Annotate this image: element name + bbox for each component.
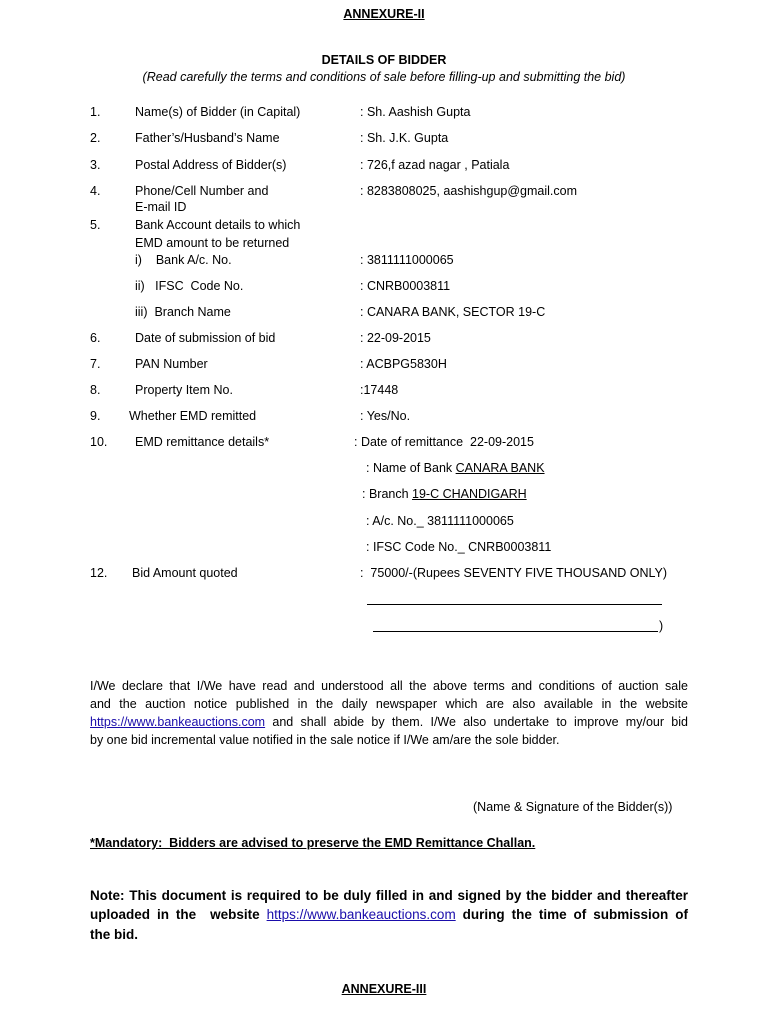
row-value: : Sh. Aashish Gupta xyxy=(360,105,471,119)
row-number: 9. xyxy=(90,409,101,423)
row-number: 7. xyxy=(90,357,101,371)
row-number: 10. xyxy=(90,435,108,449)
form-subtitle: (Read carefully the terms and conditions of sale before filling-up and submitting the bid) xyxy=(142,70,626,84)
row-label: Bid Amount quoted xyxy=(132,566,238,580)
field-value: 19-C CHANDIGARH xyxy=(412,487,527,501)
row-label: Date of submission of bid xyxy=(135,331,276,345)
mandatory-note: *Mandatory: Bidders are advised to preserve the EMD Remittance Challan. xyxy=(90,836,536,850)
form-title: DETAILS OF BIDDER xyxy=(321,53,447,67)
declaration-line: by one bid incremental value notified in the sale notice if I/We am/are the sole bidder. xyxy=(90,733,560,747)
declaration-line xyxy=(90,713,688,731)
row-number: 2. xyxy=(90,131,101,145)
row-label: EMD remittance details* xyxy=(135,435,270,449)
closing-parenthesis: ) xyxy=(659,619,664,633)
row-label: Property Item No. xyxy=(135,383,233,397)
blank-line xyxy=(367,604,662,605)
row-label: Father’s/Husband’s Name xyxy=(135,131,280,145)
row-number: 8. xyxy=(90,383,101,397)
note-line: Note: This document is required to be duly filled in and signed by the bidder and thereafter xyxy=(90,888,688,903)
row-value: : ACBPG5830H xyxy=(360,357,447,371)
next-annexure-heading: ANNEXURE-III xyxy=(341,982,427,996)
note-text: during the time of submission of xyxy=(455,907,688,922)
row-label: ii) IFSC Code No. xyxy=(135,279,244,293)
declaration-text: and shall abide by them. I/We also undertake to improve my/our bid xyxy=(265,715,688,729)
row-label: i) Bank A/c. No. xyxy=(135,253,232,267)
field-value: CANARA BANK xyxy=(455,461,545,475)
note-text: uploaded in the website xyxy=(90,907,267,922)
row-label: Name(s) of Bidder (in Capital) xyxy=(135,105,301,119)
website-link[interactable]: https://www.bankeauctions.com xyxy=(90,715,266,729)
row-label: Bank Account details to which xyxy=(135,218,301,232)
row-value: : 3811111000065 xyxy=(360,253,454,267)
row-value: : 8283808025, aashishgup@gmail.com xyxy=(360,184,577,198)
row-value: :17448 xyxy=(360,383,399,397)
row-value: : 22-09-2015 xyxy=(360,331,431,345)
remittance-bank-name xyxy=(366,460,545,476)
note-line: the bid. xyxy=(90,927,138,942)
row-value: : 726,f azad nagar , Patiala xyxy=(360,158,510,172)
website-link[interactable]: https://www.bankeauctions.com xyxy=(266,907,456,922)
blank-line xyxy=(373,631,658,632)
row-value: : Date of remittance 22-09-2015 xyxy=(354,435,534,449)
field-prefix: : Name of Bank xyxy=(366,461,456,475)
remittance-account-number: : A/c. No._ 3811111000065 xyxy=(366,514,514,528)
row-label: PAN Number xyxy=(135,357,208,371)
declaration-line: I/We declare that I/We have read and understood all the above terms and conditions of auction sale xyxy=(90,679,688,693)
row-value: : CNRB0003811 xyxy=(360,279,451,293)
row-value: : 75000/-(Rupees SEVENTY FIVE THOUSAND ONLY) xyxy=(360,566,668,580)
signature-label: (Name & Signature of the Bidder(s)) xyxy=(473,800,673,814)
row-label: Postal Address of Bidder(s) xyxy=(135,158,287,172)
field-prefix: : Branch xyxy=(362,487,413,501)
remittance-ifsc: : IFSC Code No._ CNRB0003811 xyxy=(366,540,552,554)
row-number: 4. xyxy=(90,184,101,198)
row-number: 5. xyxy=(90,218,101,232)
remittance-branch xyxy=(362,486,527,502)
row-label: iii) Branch Name xyxy=(135,305,231,319)
row-value: : Sh. J.K. Gupta xyxy=(360,131,449,145)
row-value: : Yes/No. xyxy=(360,409,411,423)
row-value: : CANARA BANK, SECTOR 19-C xyxy=(360,305,546,319)
row-number: 6. xyxy=(90,331,101,345)
row-number: 1. xyxy=(90,105,101,119)
row-label: Whether EMD remitted xyxy=(129,409,257,423)
row-label: Phone/Cell Number and xyxy=(135,184,269,198)
row-number: 12. xyxy=(90,566,108,580)
row-label-continued: EMD amount to be returned xyxy=(135,236,290,250)
note-line xyxy=(90,905,688,924)
row-number: 3. xyxy=(90,158,101,172)
row-label-continued: E-mail ID xyxy=(135,200,187,214)
declaration-line: and the auction notice published in the daily newspaper which are also available in the website xyxy=(90,697,688,711)
annexure-heading: ANNEXURE-II xyxy=(343,7,425,21)
